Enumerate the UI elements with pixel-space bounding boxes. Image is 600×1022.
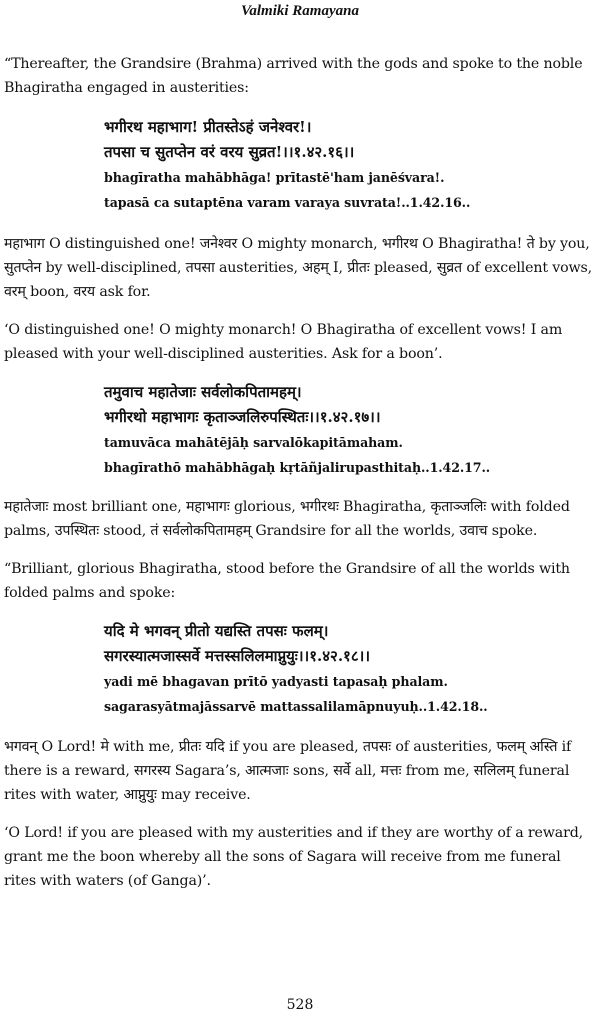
verse-devanagari-line: भगीरथ महाभाग! प्रीतस्तेऽहं जनेश्वर!। (104, 118, 312, 136)
verse-transliteration-line: yadi mē bhagavan prītō yadyasti tapasaḥ phalam. (104, 674, 448, 689)
paragraph: “Brilliant, glorious Bhagiratha, stood before the Grandsire of all the worlds with folded palms and spoke: (4, 561, 570, 601)
verse-transliteration-line: sagarasyātmajāssarvē mattassalilamāpnuyuḥ..1.42.18.. (104, 699, 488, 714)
page-number: 528 (286, 997, 314, 1013)
sanskrit-verse (104, 619, 594, 719)
translation-paragraph: ‘O Lord! if you are pleased with my austerities and if they are worthy of a reward, grant me the boon whereby all the sons of Sagara will receive from me funeral rites with waters (of Ganga)’. (4, 825, 584, 889)
paragraph: “Thereafter, the Grandsire (Brahma) arrived with the gods and spoke to the noble Bhagiratha engaged in austerities: (4, 56, 583, 96)
verse-transliteration-line: tapasā ca sutaptēna varam varaya suvrata!..1.42.16.. (104, 195, 471, 210)
translation-paragraph: ‘O distinguished one! O mighty monarch! O Bhagiratha of excellent vows! I am pleased with your well-disciplined austerities. Ask for a boon’. (4, 322, 563, 362)
verse-devanagari-line: सगरस्यात्मजास्सर्वे मत्तस्सलिलमाप्नुयुः।।१.४२.१८।। (104, 647, 371, 665)
verse-transliteration-line: tamuvāca mahātējāḥ sarvalōkapitāmaham. (104, 435, 403, 450)
verse-devanagari-line: यदि मे भगवन् प्रीतो यद्यस्ति तपसः फलम्। (104, 622, 329, 640)
verse-transliteration-line: bhagīratha mahābhāga! prītastē'ham janēśvara!. (104, 170, 445, 185)
word-meaning-paragraph: भगवन् O Lord! मे with me, प्रीतः यदि if you are pleased, तपसः of austerities, फलम् अस्ति if there is a reward, सगरस्य Sagara’s, आत्मजाः sons, सर्वे all, मत्तः from me, सलिलम् funeral rites with water, आप्नुयुः may receive. (4, 739, 572, 803)
sanskrit-verse (104, 115, 594, 215)
page-body (4, 52, 594, 893)
word-meaning-paragraph: महातेजाः most brilliant one, महाभागः glorious, भगीरथः Bhagiratha, कृताञ्जलिः with folded palms, उपस्थितः stood, तं सर्वलोकपितामहम् Grandsire for all the worlds, उवाच spoke. (4, 499, 570, 539)
word-meaning-paragraph: महाभाग O distinguished one! जनेश्वर O mighty monarch, भगीरथ O Bhagiratha! ते by you, सुतप्तेन by well-disciplined, तपसा austerities, अहम् I, प्रीतः pleased, सुव्रत of excellent vows, वरम् boon, वरय ask for. (4, 236, 592, 300)
verse-devanagari-line: भगीरथो महाभागः कृताञ्जलिरुपस्थितः।।१.४२.१७।। (104, 408, 381, 426)
verse-devanagari-line: तपसा च सुतप्तेन वरं वरय सुव्रत!।।१.४२.१६।। (104, 143, 355, 161)
verse-devanagari-line: तमुवाच महातेजाः सर्वलोकपितामहम्। (104, 383, 302, 401)
sanskrit-verse (104, 380, 594, 480)
running-head: Valmiki Ramayana (241, 3, 359, 19)
verse-transliteration-line: bhagīrathō mahābhāgaḥ kṛtāñjalirupasthitaḥ..1.42.17.. (104, 460, 491, 475)
